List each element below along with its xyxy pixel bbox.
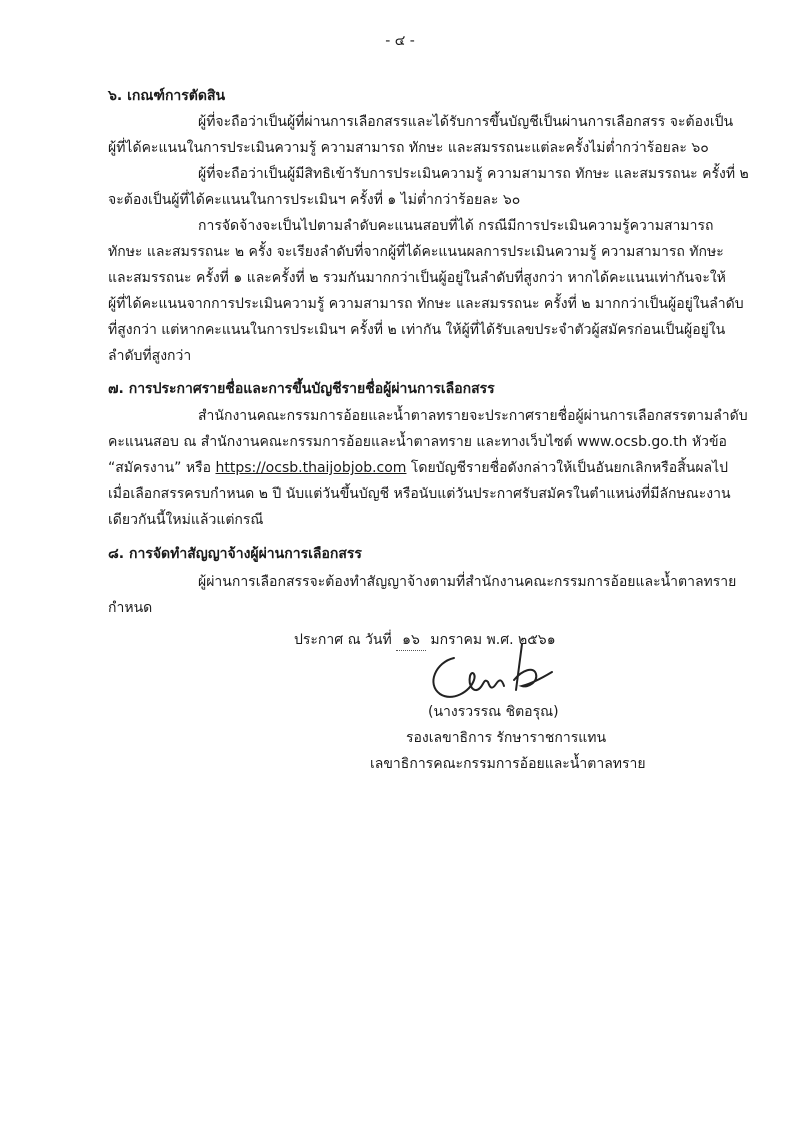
section-8-line-2: กำหนด	[108, 600, 153, 616]
section-7-line-3-end: โดยบัญชีรายชื่อดังกล่าวให้เป็นอันยกเลิกหรือสิ้นผลไป	[406, 460, 729, 476]
signatory-position-1: รองเลขาธิการ รักษาราชการแทน	[406, 730, 607, 746]
section-6-heading: ๖. เกณฑ์การตัดสิน	[108, 88, 226, 104]
section-6-line-3: ผู้ที่จะถือว่าเป็นผู้มีสิทธิเข้ารับการประเมินความรู้ ความสามารถ ทักษะ และสมรรถนะ ครั้งที่ ๒	[198, 166, 749, 182]
section-7-line-3	[108, 458, 728, 478]
section-6-line-6: ทักษะ และสมรรถนะ ๒ ครั้ง จะเรียงลำดับที่จากผู้ที่ได้คะแนนผลการประเมินความรู้ ความสามารถ ทักษะ	[108, 244, 724, 260]
section-6-line-5: การจัดจ้างจะเป็นไปตามลำดับคะแนนสอบที่ได้ กรณีมีการประเมินความรู้ความสามารถ	[198, 218, 714, 234]
section-6-line-7: และสมรรถนะ ครั้งที่ ๑ และครั้งที่ ๒ รวมกันมากกว่าเป็นผู้อยู่ในลำดับที่สูงกว่า หากได้คะแนนเท่ากันจะให้	[108, 270, 726, 286]
section-7-line-3-start: “สมัครงาน” หรือ	[108, 460, 216, 476]
signatory-name: (นางรวรรณ ชิตอรุณ)	[428, 704, 559, 720]
section-7-line-1: สำนักงานคณะกรรมการอ้อยและน้ำตาลทรายจะประกาศรายชื่อผู้ผ่านการเลือกสรรตามลำดับ	[198, 408, 748, 424]
section-8-line-1: ผู้ผ่านการเลือกสรรจะต้องทำสัญญาจ้างตามที่สำนักงานคณะกรรมการอ้อยและน้ำตาลทราย	[198, 574, 737, 590]
announcement-suffix: มกราคม พ.ศ. ๒๕๖๑	[430, 632, 556, 648]
job-site-link[interactable]: https://ocsb.thaijobjob.com	[215, 460, 407, 476]
page-number: - ๔ -	[385, 33, 415, 49]
section-7-line-2: คะแนนสอบ ณ สำนักงานคณะกรรมการอ้อยและน้ำตาลทราย และทางเว็บไซต์ www.ocsb.go.th หัวข้อ	[108, 434, 727, 450]
section-6-line-2: ผู้ที่ได้คะแนนในการประเมินความรู้ ความสามารถ ทักษะ และสมรรถนะแต่ละครั้งไม่ต่ำกว่าร้อยละ ๖๐	[108, 140, 709, 156]
section-6-line-1: ผู้ที่จะถือว่าเป็นผู้ที่ผ่านการเลือกสรรและได้รับการขึ้นบัญชีเป็นผ่านการเลือกสรร จะต้องเป็น	[198, 114, 734, 130]
announcement-prefix: ประกาศ ณ วันที่	[294, 632, 392, 648]
section-7-heading: ๗. การประกาศรายชื่อและการขึ้นบัญชีรายชื่อผู้ผ่านการเลือกสรร	[108, 381, 495, 397]
section-6-line-4: จะต้องเป็นผู้ที่ได้คะแนนในการประเมินฯ ครั้งที่ ๑ ไม่ต่ำกว่าร้อยละ ๖๐	[108, 192, 521, 208]
section-8-heading: ๘. การจัดทำสัญญาจ้างผู้ผ่านการเลือกสรร	[108, 546, 362, 562]
signatory-position-2: เลขาธิการคณะกรรมการอ้อยและน้ำตาลทราย	[370, 756, 646, 772]
handwritten-signature	[418, 640, 598, 710]
announcement-day: ๑๖	[396, 630, 426, 651]
section-6-line-8: ผู้ที่ได้คะแนนจากการประเมินความรู้ ความสามารถ ทักษะ และสมรรถนะ ครั้งที่ ๒ มากกว่าเป็นผู้อยู่ในลำดับ	[108, 296, 744, 312]
section-7-line-5: เดียวกันนี้ใหม่แล้วแต่กรณี	[108, 512, 264, 528]
section-7-line-4: เมื่อเลือกสรรครบกำหนด ๒ ปี นับแต่วันขึ้นบัญชี หรือนับแต่วันประกาศรับสมัครในตำแหน่งที่มีลักษณะงาน	[108, 486, 731, 502]
section-6-line-9: ที่สูงกว่า แต่หากคะแนนในการประเมินฯ ครั้งที่ ๒ เท่ากัน ให้ผู้ที่ได้รับเลขประจำตัวผู้สมัครก่อนเป็นผู้อยู่ใน	[108, 322, 726, 338]
section-6-line-10: ลำดับที่สูงกว่า	[108, 348, 192, 364]
